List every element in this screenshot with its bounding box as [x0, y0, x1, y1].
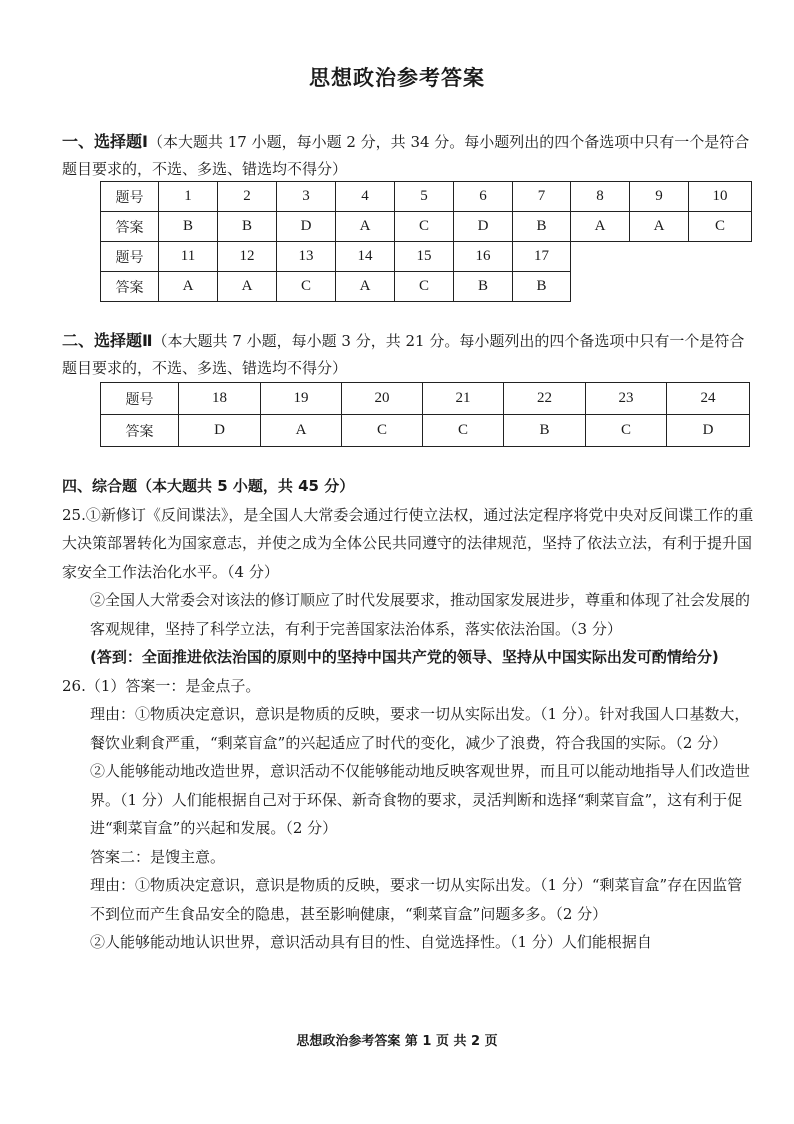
question-number: 19: [261, 383, 342, 415]
answer-cell: D: [667, 415, 750, 447]
answer-cell: A: [261, 415, 342, 447]
table-row: [101, 212, 752, 242]
page-footer: 思想政治参考答案 第 1 页 共 2 页: [296, 1034, 498, 1049]
answer-cell: B: [454, 272, 513, 302]
q25-point1: 25.①新修订《反间谍法》，是全国人大常委会通过行使立法权，通过法定程序将党中央对反间谍工作的重大决策部署转化为国家意志，并使之成为全体公民共同遵守的法律规范，坚持了依法立法，有利于提升国家安全工作法治化水平。（4 分）: [62, 505, 754, 581]
q26-reason2: ②人能够能动地改造世界，意识活动不仅能够能动地反映客观世界，而且可以能动地指导人们改造世界。（1 分）人们能根据自己对于环保、新奇食物的要求，灵活判断和选择“剩菜盲盒”，这有利于促进“剩菜盲盒”的兴起和发展。（2 分）: [90, 762, 751, 837]
question-number: 10: [689, 182, 752, 212]
table-row: [101, 182, 752, 212]
row-label: 答案: [101, 272, 159, 302]
answer-cell: A: [630, 212, 689, 242]
question-number: 18: [179, 383, 261, 415]
answer-cell: C: [586, 415, 667, 447]
section2-lead: 二、选择题Ⅱ: [62, 331, 153, 350]
q26-reason1: 理由：①物质决定意识，意识是物质的反映，要求一切从实际出发。（1 分）。针对我国人口基数大，餐饮业剩食严重，“剩菜盲盒”的兴起适应了时代的变化，减少了浪费，符合我国的实际。（2 分）: [90, 705, 750, 752]
answer-cell: B: [504, 415, 586, 447]
table-row: [101, 242, 752, 272]
answer-cell: B: [218, 212, 277, 242]
row-label: 题号: [101, 182, 159, 212]
answer-cell: B: [513, 272, 571, 302]
question-number: 8: [571, 182, 630, 212]
question-number: 12: [218, 242, 277, 272]
question-number: 4: [336, 182, 395, 212]
question-number: 15: [395, 242, 454, 272]
question-number: 14: [336, 242, 395, 272]
q25-point2: ②全国人大常委会对该法的修订顺应了时代发展要求，推动国家发展进步，尊重和体现了社会发展的客观规律，坚持了科学立法，有利于完善国家法治体系，落实依法治国。（3 分）: [90, 591, 751, 638]
question-number: 20: [342, 383, 423, 415]
section4-content: [62, 472, 756, 957]
answer-cell: A: [159, 272, 218, 302]
answer-cell: B: [513, 212, 571, 242]
question-number: 11: [159, 242, 218, 272]
answer-cell: D: [277, 212, 336, 242]
question-number: 16: [454, 242, 513, 272]
question-number: 2: [218, 182, 277, 212]
question-number: 3: [277, 182, 336, 212]
answer-cell: A: [336, 272, 395, 302]
question-number: 22: [504, 383, 586, 415]
section1-lead: 一、选择题Ⅰ: [62, 132, 148, 151]
section2-answer-table: [100, 382, 750, 447]
empty-cell: [571, 272, 752, 302]
section1-answer-table: [100, 181, 752, 302]
question-number: 23: [586, 383, 667, 415]
table-row: [101, 383, 750, 415]
q26-answer1: 26.（1）答案一：是金点子。: [62, 676, 261, 695]
question-number: 1: [159, 182, 218, 212]
row-label: 答案: [101, 415, 179, 447]
question-number: 13: [277, 242, 336, 272]
q26-reason3: 理由：①物质决定意识，意识是物质的反映，要求一切从实际出发。（1 分）“剩菜盲盒”存在因监管不到位而产生食品安全的隐患，甚至影响健康，“剩菜盲盒”问题多多。（2 分）: [90, 876, 743, 923]
section2-desc: （本大题共 7 小题，每小题 3 分，共 21 分。每小题列出的四个备选项中只有一个是符合题目要求的，不选、多选、错选均不得分）: [62, 332, 745, 377]
answer-cell: C: [395, 212, 454, 242]
answer-cell: D: [179, 415, 261, 447]
section1-header: [62, 128, 756, 183]
question-number: 17: [513, 242, 571, 272]
answer-cell: C: [277, 272, 336, 302]
q26-answer2: 答案二：是馊主意。: [90, 847, 226, 866]
answer-cell: C: [423, 415, 504, 447]
answer-cell: B: [159, 212, 218, 242]
page-title: 思想政治参考答案: [309, 66, 485, 90]
section1-desc: （本大题共 17 小题，每小题 2 分，共 34 分。每小题列出的四个备选项中只有一个是符合题目要求的，不选、多选、错选均不得分）: [62, 133, 750, 178]
answer-cell: C: [395, 272, 454, 302]
answer-cell: D: [454, 212, 513, 242]
section4-heading: 四、综合题（本大题共 5 小题，共 45 分）: [62, 477, 355, 495]
answer-cell: C: [342, 415, 423, 447]
question-number: 9: [630, 182, 689, 212]
row-label: 题号: [101, 242, 159, 272]
empty-cell: [571, 242, 752, 272]
table-row: [101, 415, 750, 447]
answer-cell: C: [689, 212, 752, 242]
row-label: 答案: [101, 212, 159, 242]
row-label: 题号: [101, 383, 179, 415]
answer-cell: A: [218, 272, 277, 302]
q25-scoring-note: (答到：全面推进依法治国的原则中的坚持中国共产党的领导、坚持从中国实际出发可酌情给分): [90, 648, 719, 666]
question-number: 21: [423, 383, 504, 415]
question-number: 5: [395, 182, 454, 212]
answer-cell: A: [571, 212, 630, 242]
section2-header: [62, 327, 756, 382]
table-row: [101, 272, 752, 302]
question-number: 7: [513, 182, 571, 212]
answer-cell: A: [336, 212, 395, 242]
question-number: 6: [454, 182, 513, 212]
question-number: 24: [667, 383, 750, 415]
q26-reason4: ②人能够能动地认识世界，意识活动具有目的性、自觉选择性。（1 分）人们能根据自: [90, 933, 652, 951]
